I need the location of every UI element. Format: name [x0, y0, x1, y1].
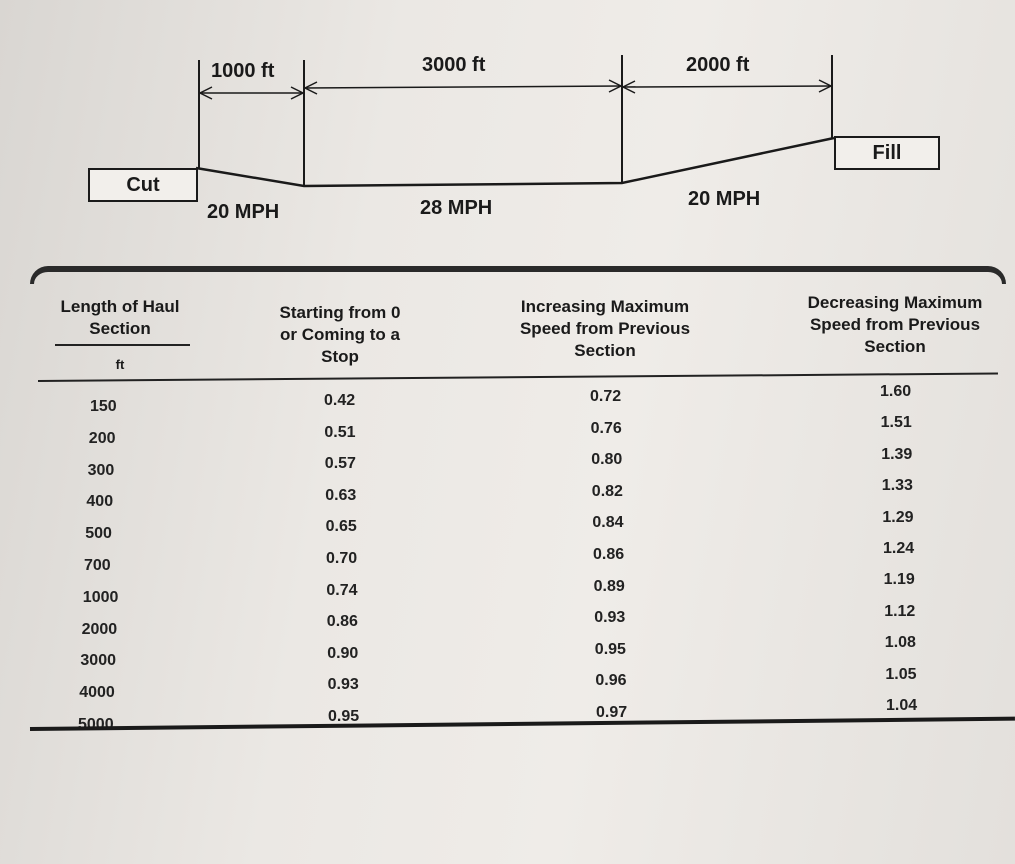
- section-1-speed: 20 MPH: [207, 201, 280, 223]
- cell-start-stop: 0.57: [324, 455, 356, 473]
- cut-box: [88, 168, 198, 202]
- cell-start-stop: 0.90: [327, 644, 359, 662]
- section-3-speed: 20 MPH: [688, 188, 761, 210]
- header-start-stop: Starting from 0 or Coming to a Stop: [279, 303, 401, 366]
- dimension-arrow-3: [623, 80, 831, 93]
- cell-length: 700: [84, 557, 111, 574]
- table-bottom-rule: [30, 717, 1015, 731]
- haul-profile-lines: [0, 0, 1015, 260]
- cell-decreasing: 1.19: [883, 571, 915, 589]
- cell-increasing: 0.82: [591, 482, 623, 500]
- cell-length: 500: [85, 525, 112, 543]
- cell-length: 200: [88, 429, 116, 447]
- cell-start-stop: 0.74: [326, 581, 358, 599]
- cell-length: 5000: [78, 716, 114, 733]
- header-length-unit: ft: [115, 357, 125, 372]
- dimension-arrow-1: [200, 87, 303, 99]
- cell-length: 2000: [81, 620, 118, 638]
- haul-road-profile: [196, 138, 834, 186]
- header-length: Length of Haul Section: [60, 297, 180, 338]
- cell-increasing: 0.84: [592, 514, 624, 532]
- fill-box: [834, 136, 940, 170]
- cell-start-stop: 0.63: [325, 486, 357, 504]
- cell-decreasing: 1.24: [883, 540, 915, 557]
- haul-profile-diagram: [0, 0, 1015, 260]
- table-top-rule: [30, 266, 1006, 284]
- cell-start-stop: 0.65: [325, 518, 357, 536]
- cell-start-stop: 0.51: [324, 423, 356, 441]
- section-2-speed: 28 MPH: [420, 197, 493, 219]
- cell-increasing: 0.86: [593, 546, 625, 563]
- cell-decreasing: 1.12: [884, 602, 916, 620]
- cell-start-stop: 0.42: [324, 392, 356, 409]
- cell-increasing: 0.95: [594, 640, 626, 658]
- header-decreasing: Decreasing Maximum Speed from Previous Section: [807, 293, 983, 356]
- header-increasing: Increasing Maximum Speed from Previous Section: [519, 297, 691, 360]
- section-3-length: 2000 ft: [686, 54, 750, 76]
- cut-label: Cut: [126, 173, 160, 196]
- cell-increasing: 0.80: [591, 451, 623, 469]
- cell-decreasing: 1.60: [880, 383, 912, 400]
- cell-length: 400: [86, 493, 114, 511]
- cell-decreasing: 1.04: [886, 697, 918, 714]
- cell-start-stop: 0.93: [327, 676, 359, 694]
- cell-start-stop: 0.70: [326, 550, 358, 567]
- cell-length: 4000: [79, 684, 115, 702]
- cell-increasing: 0.97: [596, 704, 628, 721]
- cell-increasing: 0.76: [590, 419, 622, 437]
- cell-increasing: 0.72: [590, 388, 622, 405]
- cell-start-stop: 0.95: [328, 708, 360, 725]
- cell-increasing: 0.89: [593, 577, 625, 595]
- cell-decreasing: 1.08: [884, 634, 916, 652]
- speed-factor-table: [0, 262, 1015, 762]
- cell-length: 3000: [80, 652, 116, 670]
- cell-increasing: 0.93: [594, 609, 626, 627]
- cell-increasing: 0.96: [595, 672, 627, 690]
- cell-decreasing: 1.29: [882, 508, 914, 526]
- fill-label: Fill: [872, 141, 902, 164]
- section-2-length: 3000 ft: [422, 54, 486, 76]
- header-length-rule: [55, 344, 190, 346]
- cell-decreasing: 1.05: [885, 665, 917, 683]
- cell-length: 1000: [82, 588, 119, 606]
- cell-decreasing: 1.33: [881, 477, 913, 495]
- cell-decreasing: 1.51: [880, 414, 912, 432]
- dimension-arrow-2: [305, 80, 621, 94]
- section-1-length: 1000 ft: [211, 60, 275, 82]
- cell-length: 150: [90, 398, 117, 415]
- cell-start-stop: 0.86: [326, 613, 358, 631]
- cell-decreasing: 1.39: [881, 445, 913, 463]
- cell-length: 300: [87, 461, 115, 479]
